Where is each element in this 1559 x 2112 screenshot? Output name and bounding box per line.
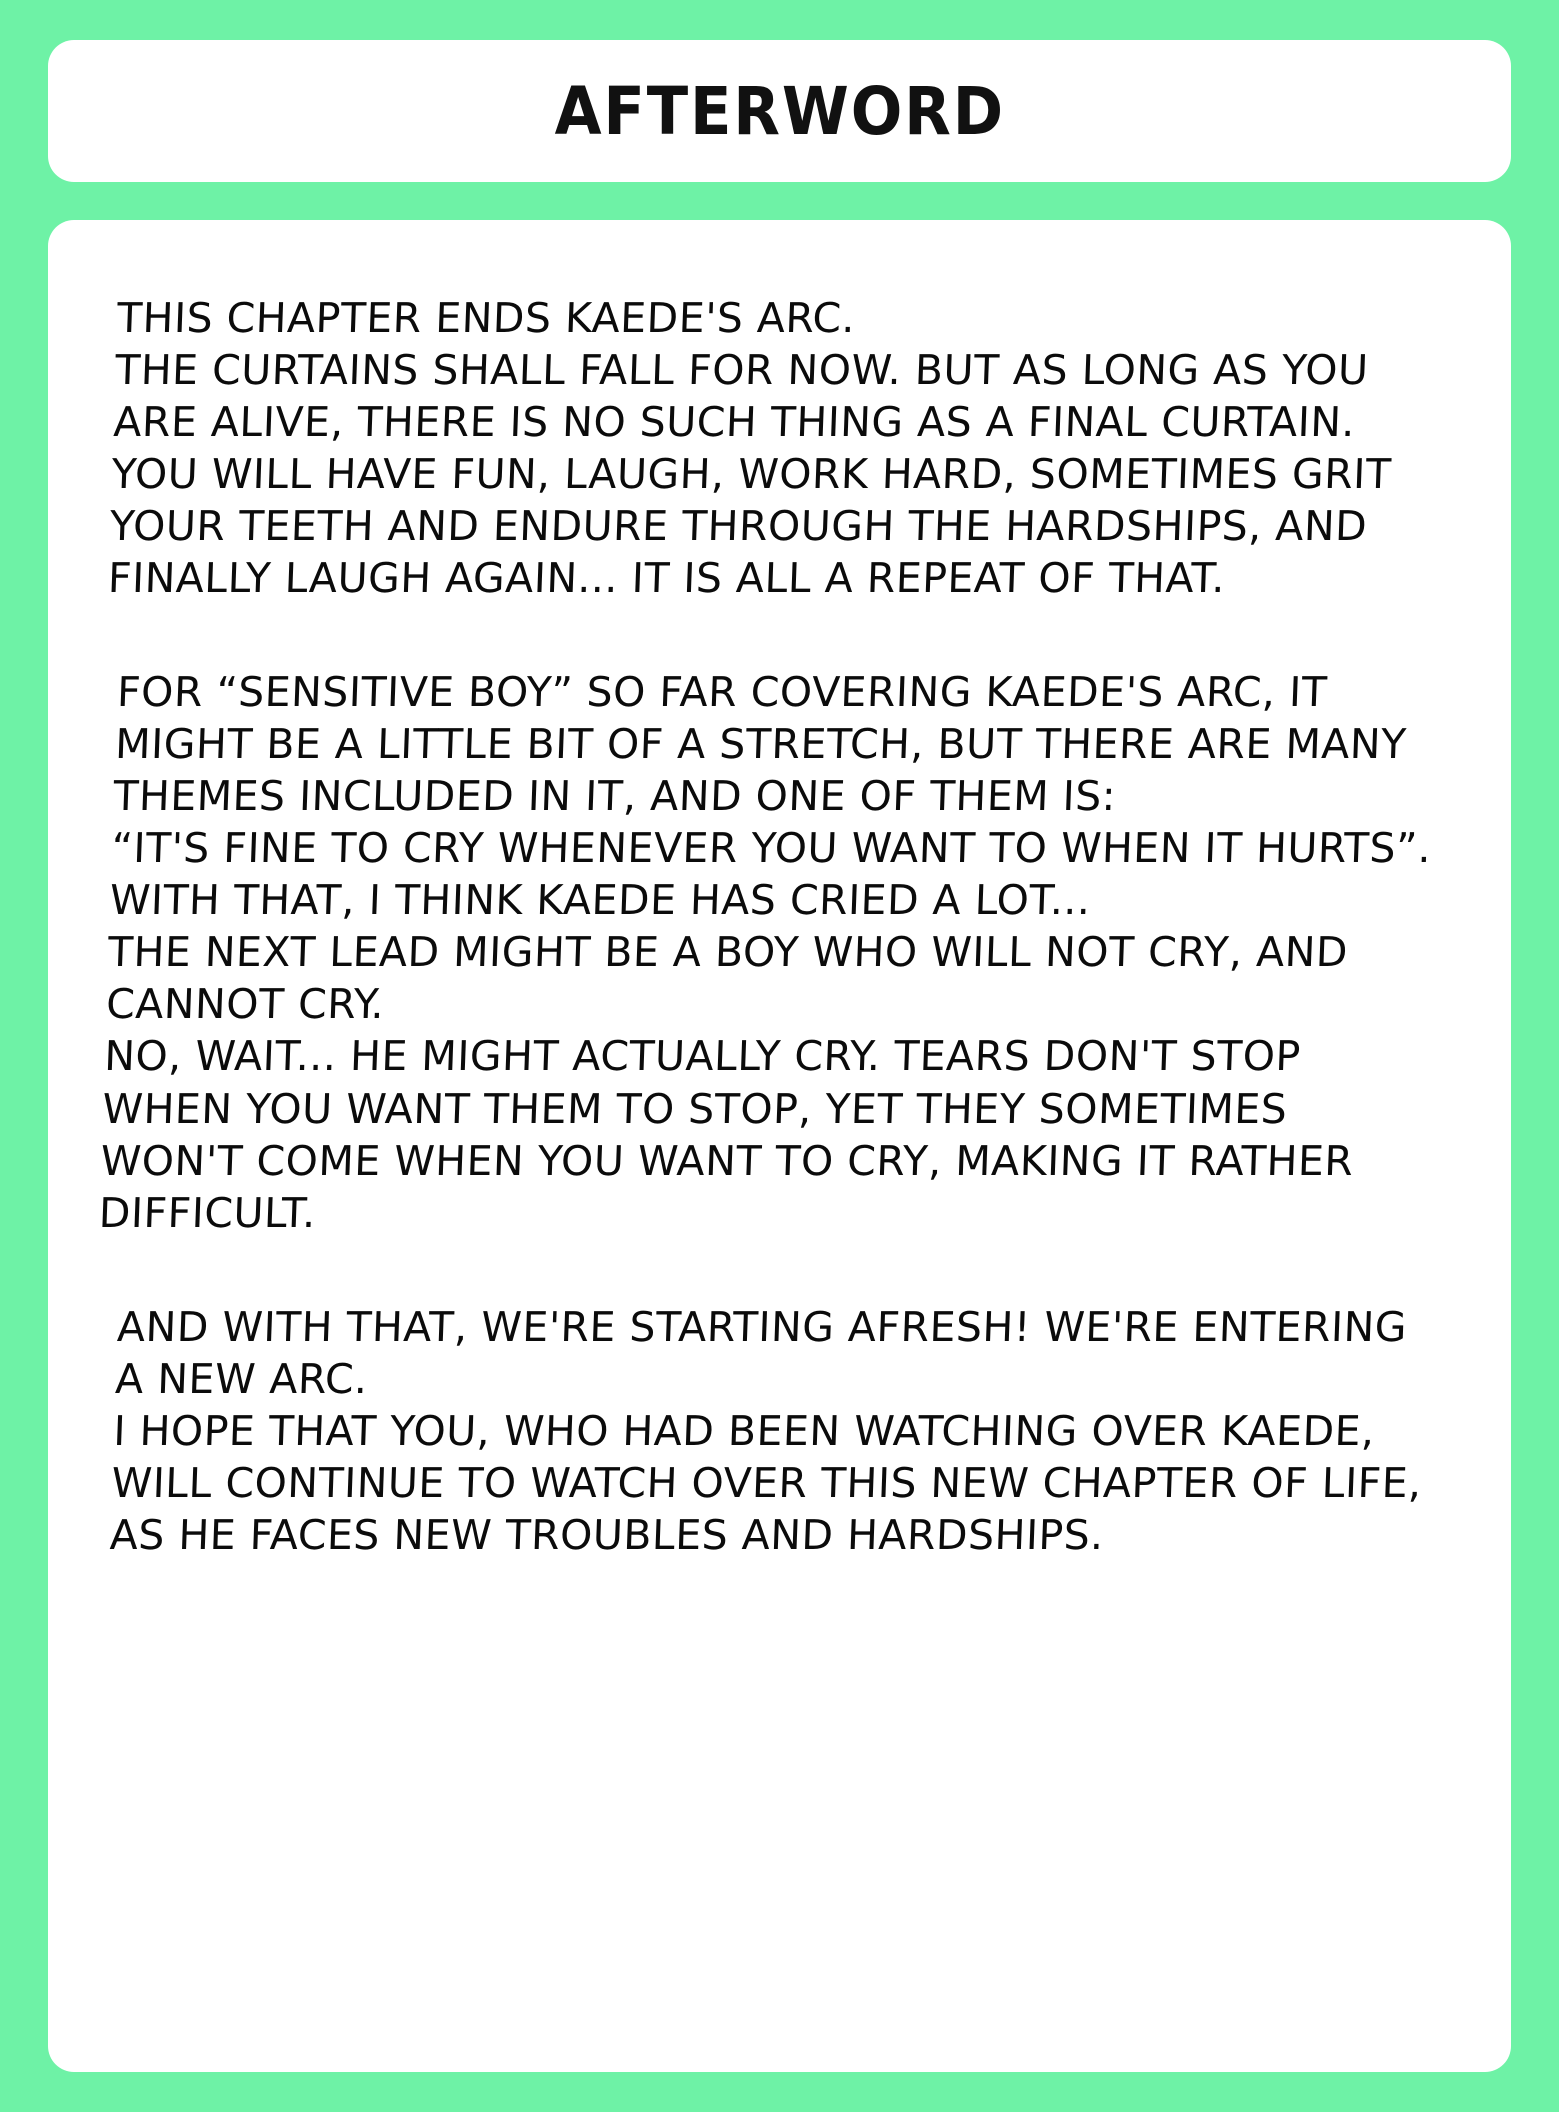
paragraph-2: FOR “SENSITIVE BOY” SO FAR COVERING KAEDE'S ARC, IT MIGHT BE A LITTLE BIT OF A STRETCH, BUT THERE ARE MANY THEMES INCLUDED IN IT, AND ONE OF THEM IS: “IT'S FINE TO CRY WHENEVER YOU WANT TO WHEN IT HURTS”. WITH THAT, I THINK KAEDE HAS CRIED A LOT... THE NEXT LEAD MIGHT BE A BOY WHO WILL NOT CRY, AND CANNOT CRY. NO, WAIT... HE MIGHT ACTUALLY CRY. TEARS DON'T STOP WHEN YOU WANT THEM TO STOP, YET THEY SOMETIMES WON'T COME WHEN YOU WANT TO CRY, MAKING IT RATHER DIFFICULT. xyxy=(98,668,1433,1237)
afterword-body-card xyxy=(48,220,1511,2072)
title-card xyxy=(48,40,1511,182)
paragraph-1: THIS CHAPTER ENDS KAEDE'S ARC. THE CURTAINS SHALL FALL FOR NOW. BUT AS LONG AS YOU ARE ALIVE, THERE IS NO SUCH THING AS A FINAL CURTAIN. YOU WILL HAVE FUN, LAUGH, WORK HARD, SOMETIMES GRIT YOUR TEETH AND ENDURE THROUGH THE HARDSHIPS, AND FINALLY LAUGH AGAIN... IT IS ALL A REPEAT OF THAT. xyxy=(107,294,1393,603)
paragraph-3: AND WITH THAT, WE'RE STARTING AFRESH! WE'RE ENTERING A NEW ARC. I HOPE THAT YOU, WHO HAD BEEN WATCHING OVER KAEDE, WILL CONTINUE TO WATCH OVER THIS NEW CHAPTER OF LIFE, AS HE FACES NEW TROUBLES AND HARDSHIPS. xyxy=(108,1303,1423,1560)
page-title: AFTERWORD xyxy=(554,72,1005,150)
